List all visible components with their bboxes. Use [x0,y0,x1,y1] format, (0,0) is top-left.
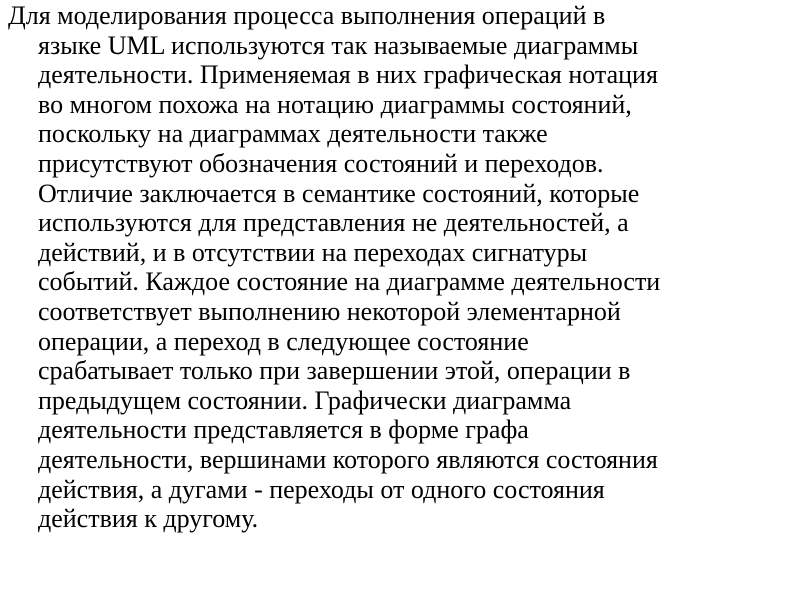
text-line: срабатывает только при завершении этой, операции в [38,356,631,386]
body-paragraph [8,1,794,534]
text-line: предыдущем состоянии. Графически диаграмма [38,385,572,415]
text-line: действий, и в отсутствии на переходах сигнатуры [38,237,588,267]
text-line: действия, а дугами - переходы от одного состояния [38,474,605,504]
text-line: деятельности представляется в форме графа [38,415,529,445]
text-line: деятельности. Применяемая в них графическая нотация [38,60,658,90]
text-line: языке UML используются так называемые диаграммы [38,30,639,60]
text-line: Для моделирования процесса выполнения операций в [8,1,606,30]
text-line: действия к другому. [38,504,259,534]
text-line: событий. Каждое состояние на диаграмме деятельности [38,267,661,297]
text-line: операции, а переход в следующее состояние [38,326,529,356]
text-line: используются для представления не деятельностей, а [38,208,629,238]
text-line: присутствуют обозначения состояний и переходов. [38,148,604,178]
text-line: Отличие заключается в семантике состояний, которые [38,178,640,208]
text-line: деятельности, вершинами которого являются состояния [38,444,658,474]
text-line: во многом похожа на нотацию диаграммы состояний, [38,89,632,119]
text-line: соответствует выполнению некоторой элементарной [38,296,621,326]
text-line: поскольку на диаграммах деятельности также [38,119,548,149]
